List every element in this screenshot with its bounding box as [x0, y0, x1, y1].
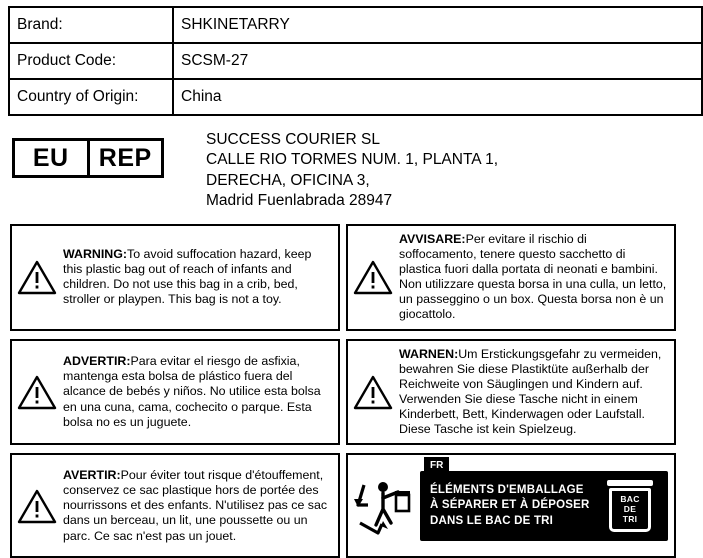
product-code-label: Product Code:: [9, 43, 173, 79]
warning-text-it: [399, 232, 667, 323]
eu-rep-address-line-3: DERECHA, OFICINA 3,: [206, 171, 370, 189]
eu-rep-badge-rep: REP: [98, 143, 152, 172]
warning-box-en: [10, 224, 340, 331]
eu-rep-badge: [12, 138, 164, 178]
warning-body-de: Um Erstickungsgefahr zu vermeiden, bewahren Sie diese Plastiktüte außerhalb der Reichweite von Säuglingen und Kindern auf. Verwenden Sie diese Tasche nicht in einem Kinderbett, Bett, Kinderwagen oder Laufstall. Diese Tasche ist kein Spielzeug.: [399, 346, 662, 437]
warnings-grid: [10, 224, 671, 558]
table-row: [9, 79, 702, 115]
warning-triangle-icon: [353, 374, 393, 410]
warning-body-en: To avoid suffocation hazard, keep this plastic bag out of reach of infants and children. Do not use this bag in a crib, bed, stroller or playpen. This bag is not a toy.: [63, 246, 312, 307]
warning-text-es: [63, 354, 331, 430]
eu-rep-address-line-4: Madrid Fuenlabrada 28947: [206, 192, 393, 210]
warning-text-en: [63, 247, 331, 308]
warning-heading-en: WARNING:: [63, 246, 128, 261]
warning-box-de: [346, 339, 676, 446]
warning-text-de: [399, 347, 667, 438]
warning-body-fr: Pour éviter tout risque d'étouffement, conservez ce sac plastique hors de portée des nourrissons et des enfants. N'utilisez pas ce sac dans un berceau, un lit, une poussette ou un parc. Ce sac n'est pas un jouet.: [63, 468, 328, 543]
warning-heading-de: WARNEN:: [399, 346, 459, 361]
warning-box-fr: [10, 453, 340, 558]
table-row: [9, 43, 702, 79]
triman-icon: [354, 475, 412, 537]
country-tag-fr: FR: [424, 457, 449, 474]
recycling-black-panel: [420, 459, 668, 541]
eu-representative-block: [8, 130, 671, 212]
warning-body-es: Para evitar el riesgo de asfixia, mantenga esta bolsa de plástico fuera del alcance de bebés y niños. No utilice esta bolsa en una cuna, cama, cochecito o parque. Esta bolsa no es un juguete.: [63, 354, 321, 429]
warning-heading-it: AVVISARE:: [399, 231, 466, 246]
eu-rep-address: [206, 130, 498, 212]
warning-body-it: Per evitare il rischio di soffocamento, tenere questo sacchetto di plastica fuori dalla portata di neonati e bambini. Non utilizzare questa borsa in una culla, un letto, un passeggino o un box. Questa borsa non è un giocattolo.: [399, 231, 667, 322]
product-info-table: [8, 6, 703, 116]
bin-label-line-1: BAC: [620, 494, 640, 505]
recycling-line-1: ÉLÉMENTS D'EMBALLAGE: [430, 483, 584, 496]
warning-triangle-icon: [353, 259, 393, 295]
recycling-line-2: À SÉPARER ET À DÉPOSER: [430, 499, 590, 512]
country-of-origin-label: Country of Origin:: [9, 79, 173, 115]
recycling-instructions-box: [346, 453, 676, 558]
recycling-bin-wrap: [598, 471, 668, 541]
recycling-line-3: DANS LE BAC DE TRI: [430, 514, 554, 527]
table-row: [9, 7, 702, 43]
recycling-text: [420, 471, 598, 541]
eu-rep-badge-eu: EU: [15, 141, 90, 175]
warning-triangle-icon: [17, 488, 57, 524]
warning-heading-fr: AVERTIR:: [63, 468, 121, 482]
warning-triangle-icon: [17, 259, 57, 295]
eu-rep-address-line-2: CALLE RIO TORMES NUM. 1, PLANTA 1,: [206, 151, 499, 169]
warning-heading-es: ADVERTIR:: [63, 354, 131, 369]
brand-label: Brand:: [9, 7, 173, 43]
warning-box-it: [346, 224, 676, 331]
bin-label-line-3: TRI: [622, 513, 638, 524]
bin-label-line-2: DE: [623, 503, 637, 514]
warning-box-es: [10, 339, 340, 446]
recycling-bin-icon: [605, 478, 655, 534]
eu-rep-address-line-1: SUCCESS COURIER SL: [206, 131, 380, 148]
country-of-origin-value: China: [173, 79, 702, 115]
warning-text-fr: [63, 468, 331, 544]
brand-value: SHKINETARRY: [173, 7, 702, 43]
product-code-value: SCSM-27: [173, 43, 702, 79]
warning-triangle-icon: [17, 374, 57, 410]
